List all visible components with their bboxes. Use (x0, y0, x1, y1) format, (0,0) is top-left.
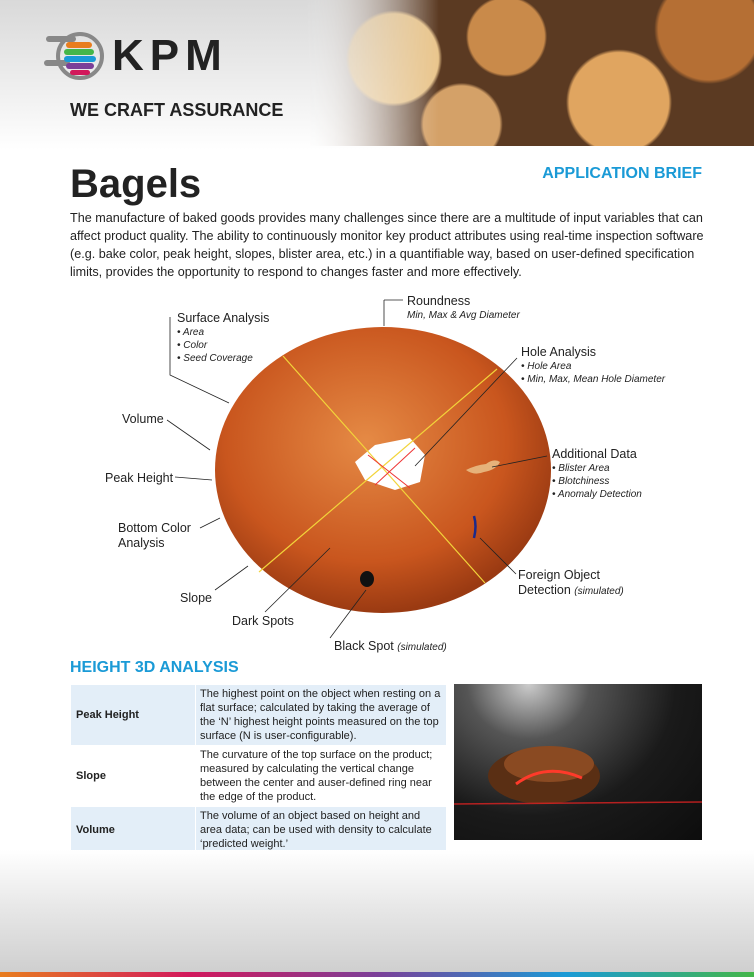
doc-type-label: APPLICATION BRIEF (542, 165, 702, 182)
label-title: Roundness (407, 294, 471, 308)
label-title: Black Spot (334, 639, 394, 653)
label-item: • Blotchiness (552, 476, 610, 487)
label-title: Hole Analysis (521, 345, 597, 359)
label-title: Additional Data (552, 447, 637, 461)
footer-band (0, 850, 754, 972)
label-roundness (407, 294, 520, 322)
label-bottom-color: Bottom Color Analysis (118, 521, 191, 550)
label-item: • Seed Coverage (177, 353, 253, 364)
label-foreign-object (518, 568, 638, 598)
label-peak-height: Peak Height (105, 471, 174, 485)
table-row (71, 807, 447, 854)
label-item: • Blister Area (552, 463, 610, 474)
label-slope: Slope (180, 591, 212, 605)
kpm-logo (44, 30, 228, 82)
label-note: (simulated) (397, 642, 447, 653)
label-additional-data (552, 447, 642, 501)
label-note: (simulated) (574, 586, 624, 597)
label-item: Min, Max & Avg Diameter (407, 310, 520, 321)
desc-cell: The curvature of the top surface on the product; measured by calculating the vertical change between the center and auser-defined ring near the edge of the product. (196, 746, 447, 807)
label-surface-analysis (177, 311, 269, 365)
intro-paragraph: The manufacture of baked goods provides many challenges since there are a multitude of input variables that can affect product quality. The ability to continuously monitor key product attributes using real-time inspection software (e.g. bake color, peak height, slopes, blister area, etc.) in a quantifiable way, based on user-defined specification limits, provides the opportunity to respond to changes faster and more effectively. (70, 211, 704, 279)
desc-cell: The highest point on the object when resting on a flat surface; calculated by taking the average of the ‘N’ highest height points measured on the top surface (N is user-configurable). (196, 685, 447, 746)
page-title: Bagels (70, 162, 202, 206)
desc-cell: The volume of an object based on height and area data; can be used with density to calculate ‘predicted weight.’ (196, 807, 447, 854)
label-item: • Hole Area (521, 361, 572, 372)
label-volume: Volume (122, 412, 164, 426)
bagels-photo (304, 0, 754, 146)
label-dark-spots: Dark Spots (232, 614, 294, 628)
label-item: • Anomaly Detection (552, 489, 642, 500)
table-row (71, 746, 447, 807)
term-cell: Peak Height (71, 685, 196, 746)
height-3d-heading: HEIGHT 3D ANALYSIS (70, 659, 239, 676)
color-bar (0, 972, 754, 977)
brand-name: KPM (112, 31, 228, 80)
term-cell: Slope (71, 746, 196, 807)
label-item: • Area (177, 327, 205, 338)
label-item: • Color (177, 340, 208, 351)
table-row (71, 685, 447, 746)
laser-scan-photo (454, 684, 702, 840)
label-title: Foreign Object Detection (518, 568, 600, 597)
logo-mark-icon (44, 30, 106, 82)
bagel-diagram (0, 290, 754, 660)
term-cell: Volume (71, 807, 196, 854)
label-hole-analysis (521, 345, 665, 386)
tagline: WE CRAFT ASSURANCE (70, 100, 284, 120)
label-black-spot (334, 639, 447, 654)
label-item: • Min, Max, Mean Hole Diameter (521, 374, 666, 385)
label-title: Surface Analysis (177, 311, 270, 325)
height-3d-table (70, 684, 447, 854)
